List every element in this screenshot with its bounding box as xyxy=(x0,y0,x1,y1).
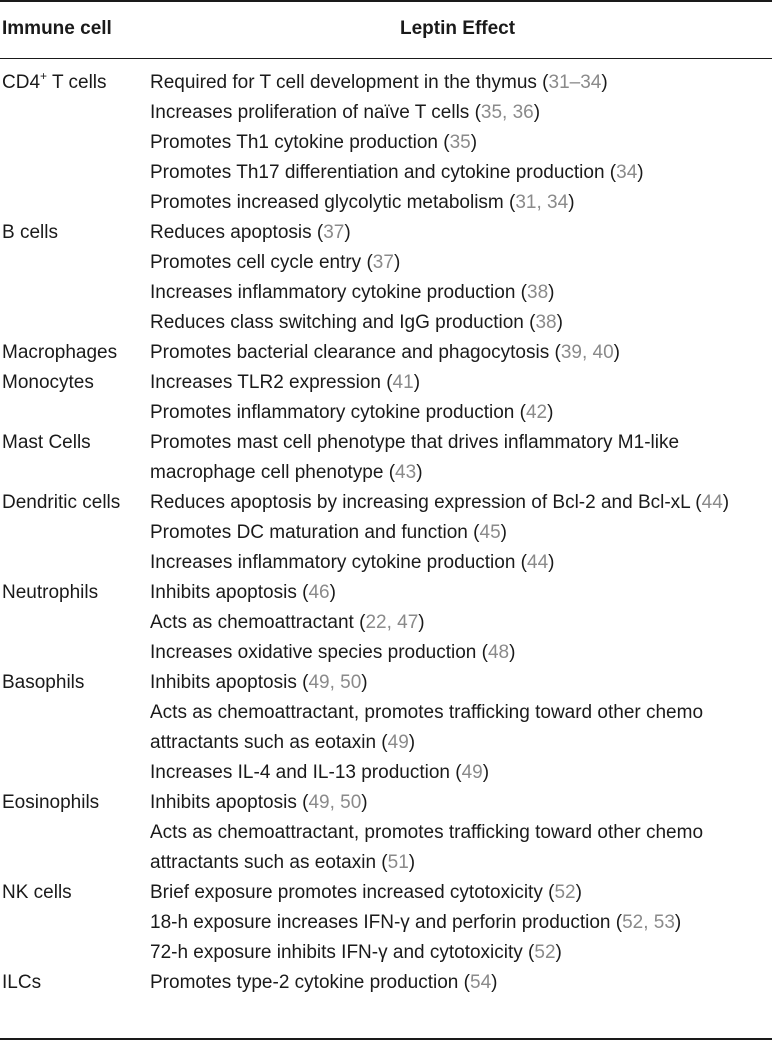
effect-item: Increases oxidative species production (48) xyxy=(150,642,516,663)
immune-cell-name: NK cells xyxy=(2,882,72,903)
effect-item: Promotes Th1 cytokine production (35) xyxy=(150,132,478,153)
leptin-effects-cell xyxy=(150,488,772,578)
immune-cell-name: Neutrophils xyxy=(2,582,99,603)
immune-cell-name: CD4+ T cells xyxy=(2,68,107,93)
reference-citation[interactable]: 54 xyxy=(470,972,492,993)
effect-item: 72-h exposure inhibits IFN-γ and cytotoxicity (52) xyxy=(150,942,562,963)
effect-item: Reduces apoptosis by increasing expression of Bcl-2 and Bcl-xL (44) xyxy=(150,492,730,513)
reference-citation[interactable]: 52 xyxy=(534,942,556,963)
effect-item: Promotes mast cell phenotype that drives inflammatory M1-like macrophage cell phenotype (43) xyxy=(150,432,680,483)
reference-citation[interactable]: 34 xyxy=(616,162,638,183)
reference-citation[interactable]: 22, 47 xyxy=(365,612,419,633)
header-leptin-effect: Leptin Effect xyxy=(400,18,516,39)
effect-item: Increases TLR2 expression (41) xyxy=(150,372,421,393)
table-row xyxy=(0,578,772,668)
immune-cell-name: B cells xyxy=(2,222,58,243)
immune-cell-name: Monocytes xyxy=(2,372,94,393)
effect-item: Promotes type-2 cytokine production (54) xyxy=(150,972,498,993)
immune-cell-name: Macrophages xyxy=(2,342,118,363)
effect-item: Promotes Th17 differentiation and cytokine production (34) xyxy=(150,162,644,183)
effect-item: Inhibits apoptosis (46) xyxy=(150,582,336,603)
header-immune-cell: Immune cell xyxy=(2,18,112,39)
reference-citation[interactable]: 46 xyxy=(308,582,330,603)
effect-item: Increases proliferation of naïve T cells (35, 36) xyxy=(150,102,541,123)
leptin-effects-cell xyxy=(150,218,772,338)
table-row xyxy=(0,68,772,218)
reference-citation[interactable]: 44 xyxy=(527,552,549,573)
effect-item: Inhibits apoptosis (49, 50) xyxy=(150,792,368,813)
reference-citation[interactable]: 52, 53 xyxy=(622,912,675,933)
reference-citation[interactable]: 35, 36 xyxy=(480,102,534,123)
reference-citation[interactable]: 44 xyxy=(701,492,723,513)
bottom-rule xyxy=(0,1038,772,1040)
leptin-effects-cell xyxy=(150,338,772,368)
reference-citation[interactable]: 38 xyxy=(527,282,549,303)
effect-item: Acts as chemoattractant, promotes trafficking toward other chemo attractants such as eotaxin (51) xyxy=(150,822,704,873)
table-row xyxy=(0,368,772,428)
leptin-effects-cell xyxy=(150,578,772,668)
table-row xyxy=(0,878,772,968)
leptin-effects-cell xyxy=(150,368,772,428)
immune-cell-name: Dendritic cells xyxy=(2,492,121,513)
effect-item: Promotes cell cycle entry (37) xyxy=(150,252,401,273)
reference-citation[interactable]: 31, 34 xyxy=(515,192,569,213)
effect-item: 18-h exposure increases IFN-γ and perforin production (52, 53) xyxy=(150,912,682,933)
table-body xyxy=(0,68,772,998)
reference-citation[interactable]: 52 xyxy=(554,882,576,903)
table-row xyxy=(0,218,772,338)
leptin-effects-cell xyxy=(150,788,772,878)
reference-citation[interactable]: 41 xyxy=(392,372,414,393)
leptin-effects-cell xyxy=(150,878,772,968)
effect-item: Increases inflammatory cytokine production (38) xyxy=(150,282,555,303)
leptin-effects-cell xyxy=(150,968,772,998)
table-row xyxy=(0,668,772,788)
table-row xyxy=(0,788,772,878)
reference-citation[interactable]: 37 xyxy=(323,222,345,243)
reference-citation[interactable]: 49 xyxy=(387,732,409,753)
effect-item: Brief exposure promotes increased cytotoxicity (52) xyxy=(150,882,582,903)
effect-item: Promotes DC maturation and function (45) xyxy=(150,522,507,543)
reference-citation[interactable]: 43 xyxy=(395,462,417,483)
effect-item: Promotes increased glycolytic metabolism (31, 34) xyxy=(150,192,575,213)
reference-citation[interactable]: 35 xyxy=(449,132,471,153)
table-row xyxy=(0,488,772,578)
reference-citation[interactable]: 38 xyxy=(535,312,557,333)
effect-item: Promotes bacterial clearance and phagocytosis (39, 40) xyxy=(150,342,620,363)
effect-item: Reduces class switching and IgG production (38) xyxy=(150,312,563,333)
reference-citation[interactable]: 48 xyxy=(487,642,510,663)
reference-citation[interactable]: 45 xyxy=(479,522,501,543)
table-row xyxy=(0,338,772,368)
effect-item: Required for T cell development in the thymus (31–34) xyxy=(150,72,608,93)
effect-item: Reduces apoptosis (37) xyxy=(150,222,351,243)
table-row xyxy=(0,428,772,488)
effect-item: Increases IL-4 and IL-13 production (49) xyxy=(150,762,490,783)
reference-citation[interactable]: 37 xyxy=(372,252,394,273)
immune-cell-name: Mast Cells xyxy=(2,432,91,453)
effect-item: Acts as chemoattractant (22, 47) xyxy=(150,612,425,633)
reference-citation[interactable]: 39, 40 xyxy=(560,342,614,363)
top-rule xyxy=(0,0,772,2)
immune-cell-name: Basophils xyxy=(2,672,85,693)
reference-citation[interactable]: 49 xyxy=(461,762,483,783)
effect-item: Acts as chemoattractant, promotes trafficking toward other chemo attractants such as eotaxin (49) xyxy=(150,702,704,753)
reference-citation[interactable]: 51 xyxy=(387,852,409,873)
leptin-effects-cell xyxy=(150,668,772,788)
table-row xyxy=(0,968,772,998)
reference-citation[interactable]: 31–34 xyxy=(548,72,602,93)
header-rule xyxy=(0,58,772,59)
leptin-effects-cell xyxy=(150,428,772,488)
reference-citation[interactable]: 49, 50 xyxy=(308,672,362,693)
leptin-effects-cell xyxy=(150,68,772,218)
effect-item: Inhibits apoptosis (49, 50) xyxy=(150,672,368,693)
effect-item: Increases inflammatory cytokine production (44) xyxy=(150,552,555,573)
effect-item: Promotes inflammatory cytokine production (42) xyxy=(150,402,554,423)
immune-cell-name: ILCs xyxy=(2,972,42,993)
reference-citation[interactable]: 49, 50 xyxy=(308,792,362,813)
reference-citation[interactable]: 42 xyxy=(525,402,548,423)
immune-cell-name: Eosinophils xyxy=(2,792,100,813)
